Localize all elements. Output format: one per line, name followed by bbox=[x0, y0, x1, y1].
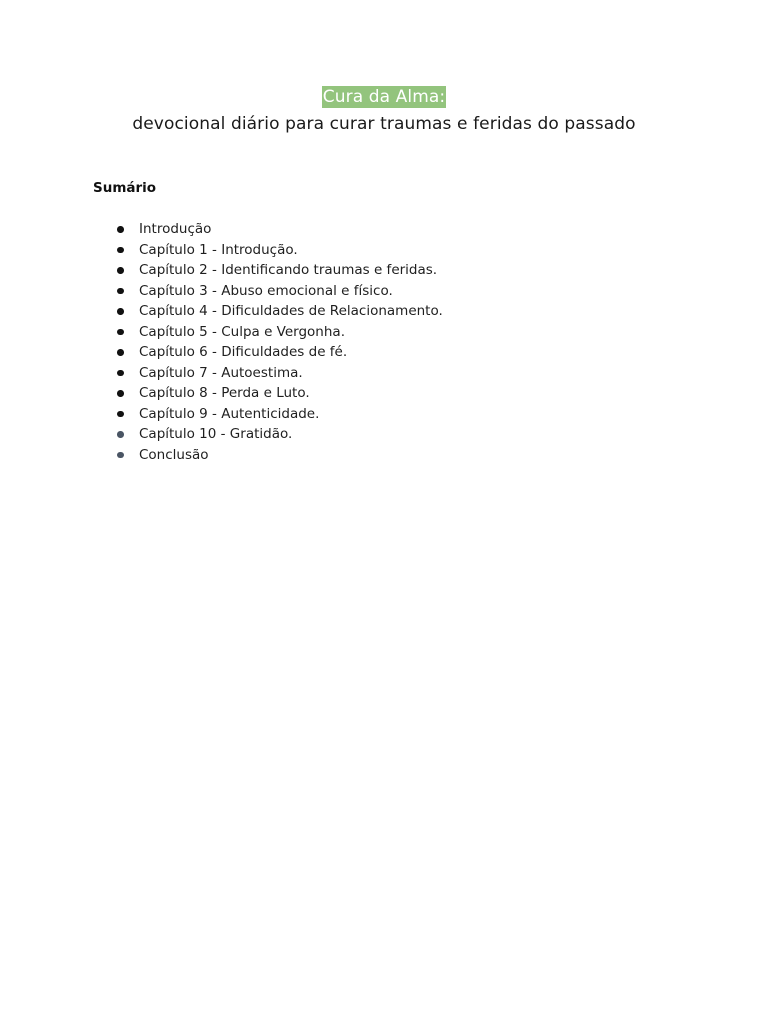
document-title: Cura da Alma: bbox=[322, 87, 446, 107]
toc-item-label: Capítulo 8 - Perda e Luto. bbox=[139, 385, 310, 401]
toc-item-label: Capítulo 6 - Dificuldades de fé. bbox=[139, 344, 348, 360]
bullet-icon bbox=[117, 226, 124, 233]
bullet-icon bbox=[117, 452, 124, 459]
toc-item-label: Capítulo 5 - Culpa e Vergonha. bbox=[139, 323, 345, 340]
toc-item-label: Capítulo 9 - Autenticidade. bbox=[139, 405, 320, 422]
toc-item-label: Capítulo 1 - Introdução. bbox=[139, 241, 298, 258]
toc-item-label: Capítulo 2 - Identificando traumas e feridas. bbox=[139, 262, 438, 278]
toc-item-label: Capítulo 7 - Autoestima. bbox=[139, 364, 303, 381]
bullet-icon bbox=[117, 308, 124, 315]
toc-item-label: Capítulo 4 - Dificuldades de Relacionamento. bbox=[139, 303, 443, 319]
document-subtitle: devocional diário para curar traumas e feridas do passado bbox=[132, 114, 636, 134]
title-block bbox=[0, 86, 768, 136]
bullet-icon bbox=[117, 390, 124, 397]
bullet-icon bbox=[117, 267, 124, 274]
toc-item-label: Conclusão bbox=[139, 446, 209, 463]
bullet-icon bbox=[117, 370, 124, 377]
toc-item-label: Capítulo 10 - Gratidão. bbox=[139, 426, 293, 442]
toc-heading: Sumário bbox=[93, 180, 157, 196]
bullet-icon bbox=[117, 247, 124, 254]
bullet-icon bbox=[117, 329, 124, 336]
bullet-icon bbox=[117, 288, 124, 295]
toc-item-label: Capítulo 3 - Abuso emocional e físico. bbox=[139, 282, 393, 299]
bullet-icon bbox=[117, 411, 124, 418]
toc-item-label: Introdução bbox=[139, 221, 212, 237]
bullet-icon bbox=[117, 431, 124, 438]
bullet-icon bbox=[117, 349, 124, 356]
